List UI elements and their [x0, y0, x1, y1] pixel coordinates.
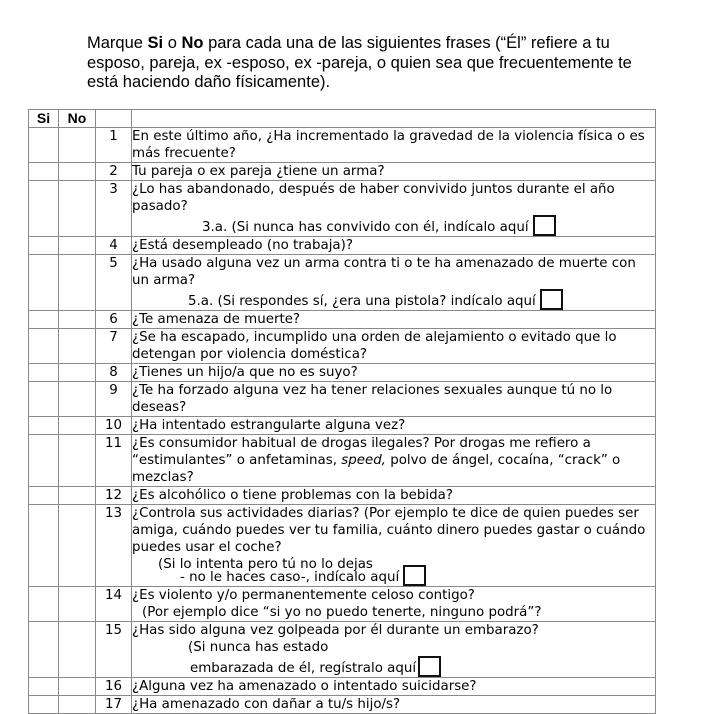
answer-si-17[interactable]	[29, 696, 59, 714]
answer-no-4[interactable]	[59, 237, 96, 255]
question-text: ¿Te amenaza de muerte?	[132, 311, 656, 329]
question-row-16	[29, 678, 656, 696]
question-number: 6	[96, 311, 132, 329]
answer-si-3[interactable]	[29, 181, 59, 237]
sub-question-text: (Por ejemplo dice “si yo no puedo tenerte, ninguno podrá”?	[142, 605, 542, 620]
question-number: 5	[96, 255, 132, 311]
checkbox-5a[interactable]	[540, 289, 563, 310]
answer-no-11[interactable]	[59, 435, 96, 487]
question-row-1	[29, 128, 656, 163]
question-row-8	[29, 364, 656, 382]
answer-si-9[interactable]	[29, 382, 59, 417]
question-row-9	[29, 382, 656, 417]
question-cell	[132, 255, 656, 311]
question-text-italic: speed,	[341, 453, 386, 468]
question-row-3	[29, 181, 656, 237]
question-number: 11	[96, 435, 132, 487]
question-text: ¿Alguna vez ha amenazado o intentado suicidarse?	[132, 678, 656, 696]
answer-si-15[interactable]	[29, 622, 59, 678]
question-number: 3	[96, 181, 132, 237]
question-row-7	[29, 329, 656, 364]
question-row-17	[29, 696, 656, 714]
answer-no-13[interactable]	[59, 505, 96, 587]
sub-question-text: (Si nunca has estado	[188, 640, 329, 655]
instructions-si: Si	[147, 34, 164, 52]
question-text: ¿Es alcohólico o tiene problemas con la bebida?	[132, 487, 656, 505]
answer-si-5[interactable]	[29, 255, 59, 311]
answer-si-14[interactable]	[29, 587, 59, 622]
question-row-10	[29, 417, 656, 435]
answer-si-8[interactable]	[29, 364, 59, 382]
sub-question-5a	[132, 289, 655, 310]
question-text: ¿Ha usado alguna vez un arma contra ti o te ha amenazado de muerte con un arma?	[132, 256, 636, 288]
instructions	[87, 34, 657, 93]
question-row-14	[29, 587, 656, 622]
answer-no-12[interactable]	[59, 487, 96, 505]
question-number: 15	[96, 622, 132, 678]
question-number: 12	[96, 487, 132, 505]
answer-si-13[interactable]	[29, 505, 59, 587]
question-row-13	[29, 505, 656, 587]
question-row-5	[29, 255, 656, 311]
question-row-11	[29, 435, 656, 487]
sub-question-3a	[132, 215, 655, 236]
checkbox-15[interactable]	[418, 656, 441, 677]
question-number: 14	[96, 587, 132, 622]
answer-no-16[interactable]	[59, 678, 96, 696]
answer-si-11[interactable]	[29, 435, 59, 487]
question-row-15	[29, 622, 656, 678]
checkbox-13[interactable]	[403, 565, 426, 586]
sub-question-15	[132, 656, 655, 677]
question-cell	[132, 505, 656, 587]
question-text: ¿Ha amenazado con dañar a tu/s hijo/s?	[132, 696, 656, 714]
question-row-4	[29, 237, 656, 255]
answer-si-1[interactable]	[29, 128, 59, 163]
answer-si-16[interactable]	[29, 678, 59, 696]
checkbox-3a[interactable]	[533, 215, 556, 236]
question-text: ¿Lo has abandonado, después de haber convivido juntos durante el año pasado?	[132, 182, 615, 214]
sub-question-text: - no le haces caso-, indícalo aquí	[180, 570, 400, 585]
question-number: 2	[96, 163, 132, 181]
question-text: ¿Es violento y/o permanentemente celoso contigo?	[132, 588, 475, 603]
answer-no-10[interactable]	[59, 417, 96, 435]
sub-question-13	[132, 569, 655, 586]
question-row-6	[29, 311, 656, 329]
sub-question-text: (Si lo intenta pero tú no lo dejas	[158, 557, 373, 572]
header-si: Si	[29, 110, 59, 128]
question-row-12	[29, 487, 656, 505]
instructions-rest: para cada una de las siguientes frases (“Él” refiere a tu esposo, pareja, ex -esposo, ex -pareja, o quien sea que frecuentemente te está haciendo daño físicamente).	[87, 34, 632, 91]
answer-no-2[interactable]	[59, 163, 96, 181]
instructions-o: o	[163, 34, 182, 52]
answer-no-7[interactable]	[59, 329, 96, 364]
answer-si-4[interactable]	[29, 237, 59, 255]
answer-si-6[interactable]	[29, 311, 59, 329]
answer-si-10[interactable]	[29, 417, 59, 435]
answer-no-1[interactable]	[59, 128, 96, 163]
answer-no-9[interactable]	[59, 382, 96, 417]
questionnaire-table	[28, 109, 656, 714]
instructions-no: No	[181, 34, 204, 52]
answer-no-8[interactable]	[59, 364, 96, 382]
instructions-prefix: Marque	[87, 34, 148, 52]
question-number: 8	[96, 364, 132, 382]
question-number: 4	[96, 237, 132, 255]
question-number: 9	[96, 382, 132, 417]
question-text	[132, 435, 656, 487]
question-text: ¿Controla sus actividades diarias? (Por ejemplo te dice de quien puedes ser amiga, cuándo puedes ver tu familia, cuánto dinero puedes gastar o cuándo puedes usar el coche?	[132, 506, 646, 555]
sub-question-text: 3.a. (Si nunca has convivido con él, indícalo aquí	[202, 220, 529, 235]
question-number: 17	[96, 696, 132, 714]
answer-no-5[interactable]	[59, 255, 96, 311]
header-row	[29, 110, 656, 128]
answer-no-17[interactable]	[59, 696, 96, 714]
answer-no-15[interactable]	[59, 622, 96, 678]
answer-si-7[interactable]	[29, 329, 59, 364]
question-text: ¿Se ha escapado, incumplido una orden de alejamiento o evitado que lo detengan por violencia doméstica?	[132, 329, 656, 364]
question-text: ¿Has sido alguna vez golpeada por él durante un embarazo?	[132, 623, 539, 638]
answer-no-14[interactable]	[59, 587, 96, 622]
question-row-2	[29, 163, 656, 181]
sub-question-text: 5.a. (Si respondes sí, ¿era una pistola? indícalo aquí	[188, 294, 536, 309]
question-number: 10	[96, 417, 132, 435]
header-no: No	[59, 110, 96, 128]
question-text-part: polvo de ángel, cocaína, “crack” o mezclas?	[132, 453, 621, 485]
question-number: 13	[96, 505, 132, 587]
question-text: ¿Tienes un hijo/a que no es suyo?	[132, 364, 656, 382]
answer-no-6[interactable]	[59, 311, 96, 329]
header-text	[132, 110, 656, 128]
question-text-part: ¿Es consumidor habitual de drogas ilegales? Por drogas me refiero a “estimulantes” o anfetaminas,	[132, 436, 591, 468]
question-cell	[132, 587, 656, 622]
question-cell	[132, 181, 656, 237]
sub-question-text: embarazada de él, regístralo aquí	[190, 661, 417, 676]
answer-no-3[interactable]	[59, 181, 96, 237]
question-text: Tu pareja o ex pareja ¿tiene un arma?	[132, 163, 656, 181]
header-num	[96, 110, 132, 128]
question-cell	[132, 622, 656, 678]
question-text: ¿Ha intentado estrangularte alguna vez?	[132, 417, 656, 435]
answer-si-2[interactable]	[29, 163, 59, 181]
question-number: 16	[96, 678, 132, 696]
answer-si-12[interactable]	[29, 487, 59, 505]
question-number: 1	[96, 128, 132, 163]
question-text: ¿Está desempleado (no trabaja)?	[132, 237, 656, 255]
question-text: ¿Te ha forzado alguna vez ha tener relaciones sexuales aunque tú no lo deseas?	[132, 382, 656, 417]
question-text: En este último año, ¿Ha incrementado la gravedad de la violencia física o es más frecuente?	[132, 128, 656, 163]
question-number: 7	[96, 329, 132, 364]
